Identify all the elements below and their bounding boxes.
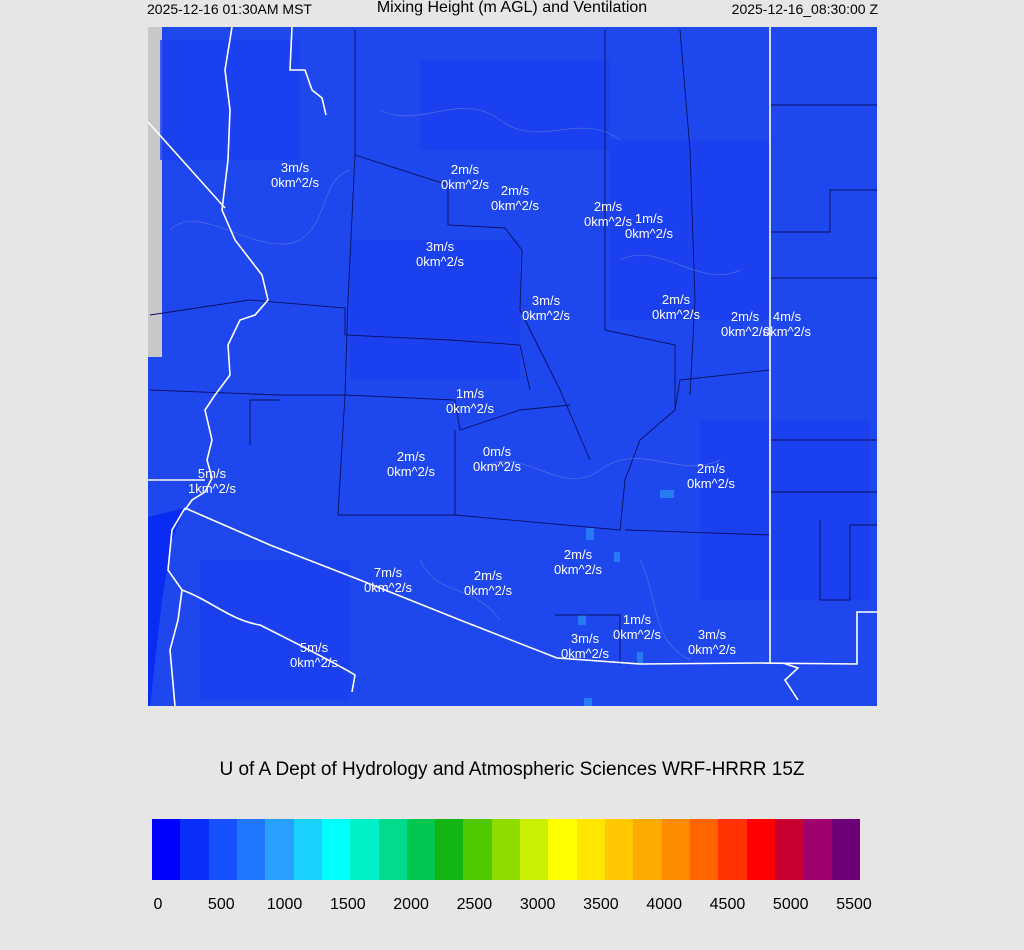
station-ventilation: 1km^2/s: [187, 481, 237, 496]
station-ventilation: 0km^2/s: [490, 198, 540, 213]
station-ventilation: 0km^2/s: [289, 655, 339, 670]
colorbar-label: 3000: [519, 896, 556, 913]
station-ventilation: 0km^2/s: [472, 459, 522, 474]
station-ventilation: 0km^2/s: [612, 627, 662, 642]
station-ventilation: 0km^2/s: [687, 642, 737, 657]
colorbar-label: 3500: [583, 896, 619, 913]
colorbar: [152, 819, 860, 880]
station-ventilation: 0km^2/s: [521, 308, 571, 323]
station-ventilation: 0km^2/s: [445, 401, 495, 416]
station-wind: 2m/s: [396, 449, 426, 464]
colorbar-swatch: [690, 819, 718, 880]
station-wind: 5m/s: [197, 466, 227, 481]
colorbar-swatch: [209, 819, 237, 880]
colorbar-swatch: [237, 819, 265, 880]
colorbar-swatch: [832, 819, 860, 880]
colorbar-swatch: [718, 819, 746, 880]
colorbar-swatch: [775, 819, 803, 880]
station-ventilation: 0km^2/s: [440, 177, 490, 192]
valid-time-local: 2025-12-16 01:30AM MST: [147, 1, 312, 17]
colorbar-labels: [0, 896, 1024, 918]
station-wind: 0m/s: [482, 444, 512, 459]
colorbar-label: 2000: [393, 896, 429, 913]
colorbar-swatch: [294, 819, 322, 880]
station-wind: 2m/s: [473, 568, 503, 583]
station-wind: 4m/s: [772, 309, 802, 324]
station-wind: 3m/s: [280, 160, 310, 175]
colorbar-swatch: [662, 819, 690, 880]
colorbar-swatch: [407, 819, 435, 880]
colorbar-swatch: [633, 819, 661, 880]
colorbar-swatch: [803, 819, 831, 880]
station-wind: 3m/s: [531, 293, 561, 308]
colorbar-label: 500: [207, 896, 235, 913]
colorbar-swatch: [548, 819, 576, 880]
station-wind: 3m/s: [570, 631, 600, 646]
ocean-strip: [148, 27, 162, 357]
colorbar-label: 5500: [836, 896, 872, 913]
station-ventilation: 0km^2/s: [624, 226, 674, 241]
station-wind: 2m/s: [500, 183, 530, 198]
station-ventilation: 0km^2/s: [762, 324, 812, 339]
mixing-height-map: [148, 27, 877, 706]
station-ventilation: 0km^2/s: [463, 583, 513, 598]
colorbar-label: 1500: [330, 896, 366, 913]
station-wind: 2m/s: [696, 461, 726, 476]
colorbar-label: 4000: [646, 896, 682, 913]
map-title: Mixing Height (m AGL) and Ventilation: [376, 0, 648, 16]
station-ventilation: 0km^2/s: [686, 476, 736, 491]
colorbar-swatch: [605, 819, 633, 880]
station-ventilation: 0km^2/s: [363, 580, 413, 595]
colorbar-swatch: [463, 819, 491, 880]
station-wind: 2m/s: [593, 199, 623, 214]
valid-time-utc: 2025-12-16_08:30:00 Z: [731, 1, 878, 17]
station-wind: 1m/s: [634, 211, 664, 226]
station-ventilation: 0km^2/s: [415, 254, 465, 269]
station-ventilation: 0km^2/s: [386, 464, 436, 479]
colorbar-swatch: [322, 819, 350, 880]
station-wind: 2m/s: [661, 292, 691, 307]
station-wind: 3m/s: [697, 627, 727, 642]
station-ventilation: 0km^2/s: [583, 214, 633, 229]
colorbar-swatch: [520, 819, 548, 880]
colorbar-swatch: [180, 819, 208, 880]
station-ventilation: 0km^2/s: [560, 646, 610, 661]
model-credit: U of A Dept of Hydrology and Atmospheric Sciences WRF-HRRR 15Z: [219, 759, 805, 780]
colorbar-swatch: [152, 819, 180, 880]
colorbar-label: 0: [153, 896, 163, 913]
station-wind: 2m/s: [450, 162, 480, 177]
station-wind: 5m/s: [299, 640, 329, 655]
station-ventilation: 0km^2/s: [651, 307, 701, 322]
station-ventilation: 0km^2/s: [270, 175, 320, 190]
station-wind: 7m/s: [373, 565, 403, 580]
station-wind: 2m/s: [730, 309, 760, 324]
colorbar-label: 2500: [456, 896, 493, 913]
colorbar-label: 1000: [266, 896, 303, 913]
station-wind: 2m/s: [563, 547, 593, 562]
colorbar-swatch: [747, 819, 775, 880]
station-wind: 1m/s: [622, 612, 652, 627]
station-ventilation: 0km^2/s: [720, 324, 770, 339]
colorbar-swatch: [265, 819, 293, 880]
colorbar-label: 4500: [709, 896, 746, 913]
colorbar-swatch: [350, 819, 378, 880]
station-wind: 3m/s: [425, 239, 455, 254]
station-ventilation: 0km^2/s: [553, 562, 603, 577]
colorbar-label: 5000: [772, 896, 809, 913]
colorbar-swatch: [379, 819, 407, 880]
station-wind: 1m/s: [455, 386, 485, 401]
colorbar-swatch: [435, 819, 463, 880]
colorbar-swatch: [492, 819, 520, 880]
colorbar-swatch: [577, 819, 605, 880]
